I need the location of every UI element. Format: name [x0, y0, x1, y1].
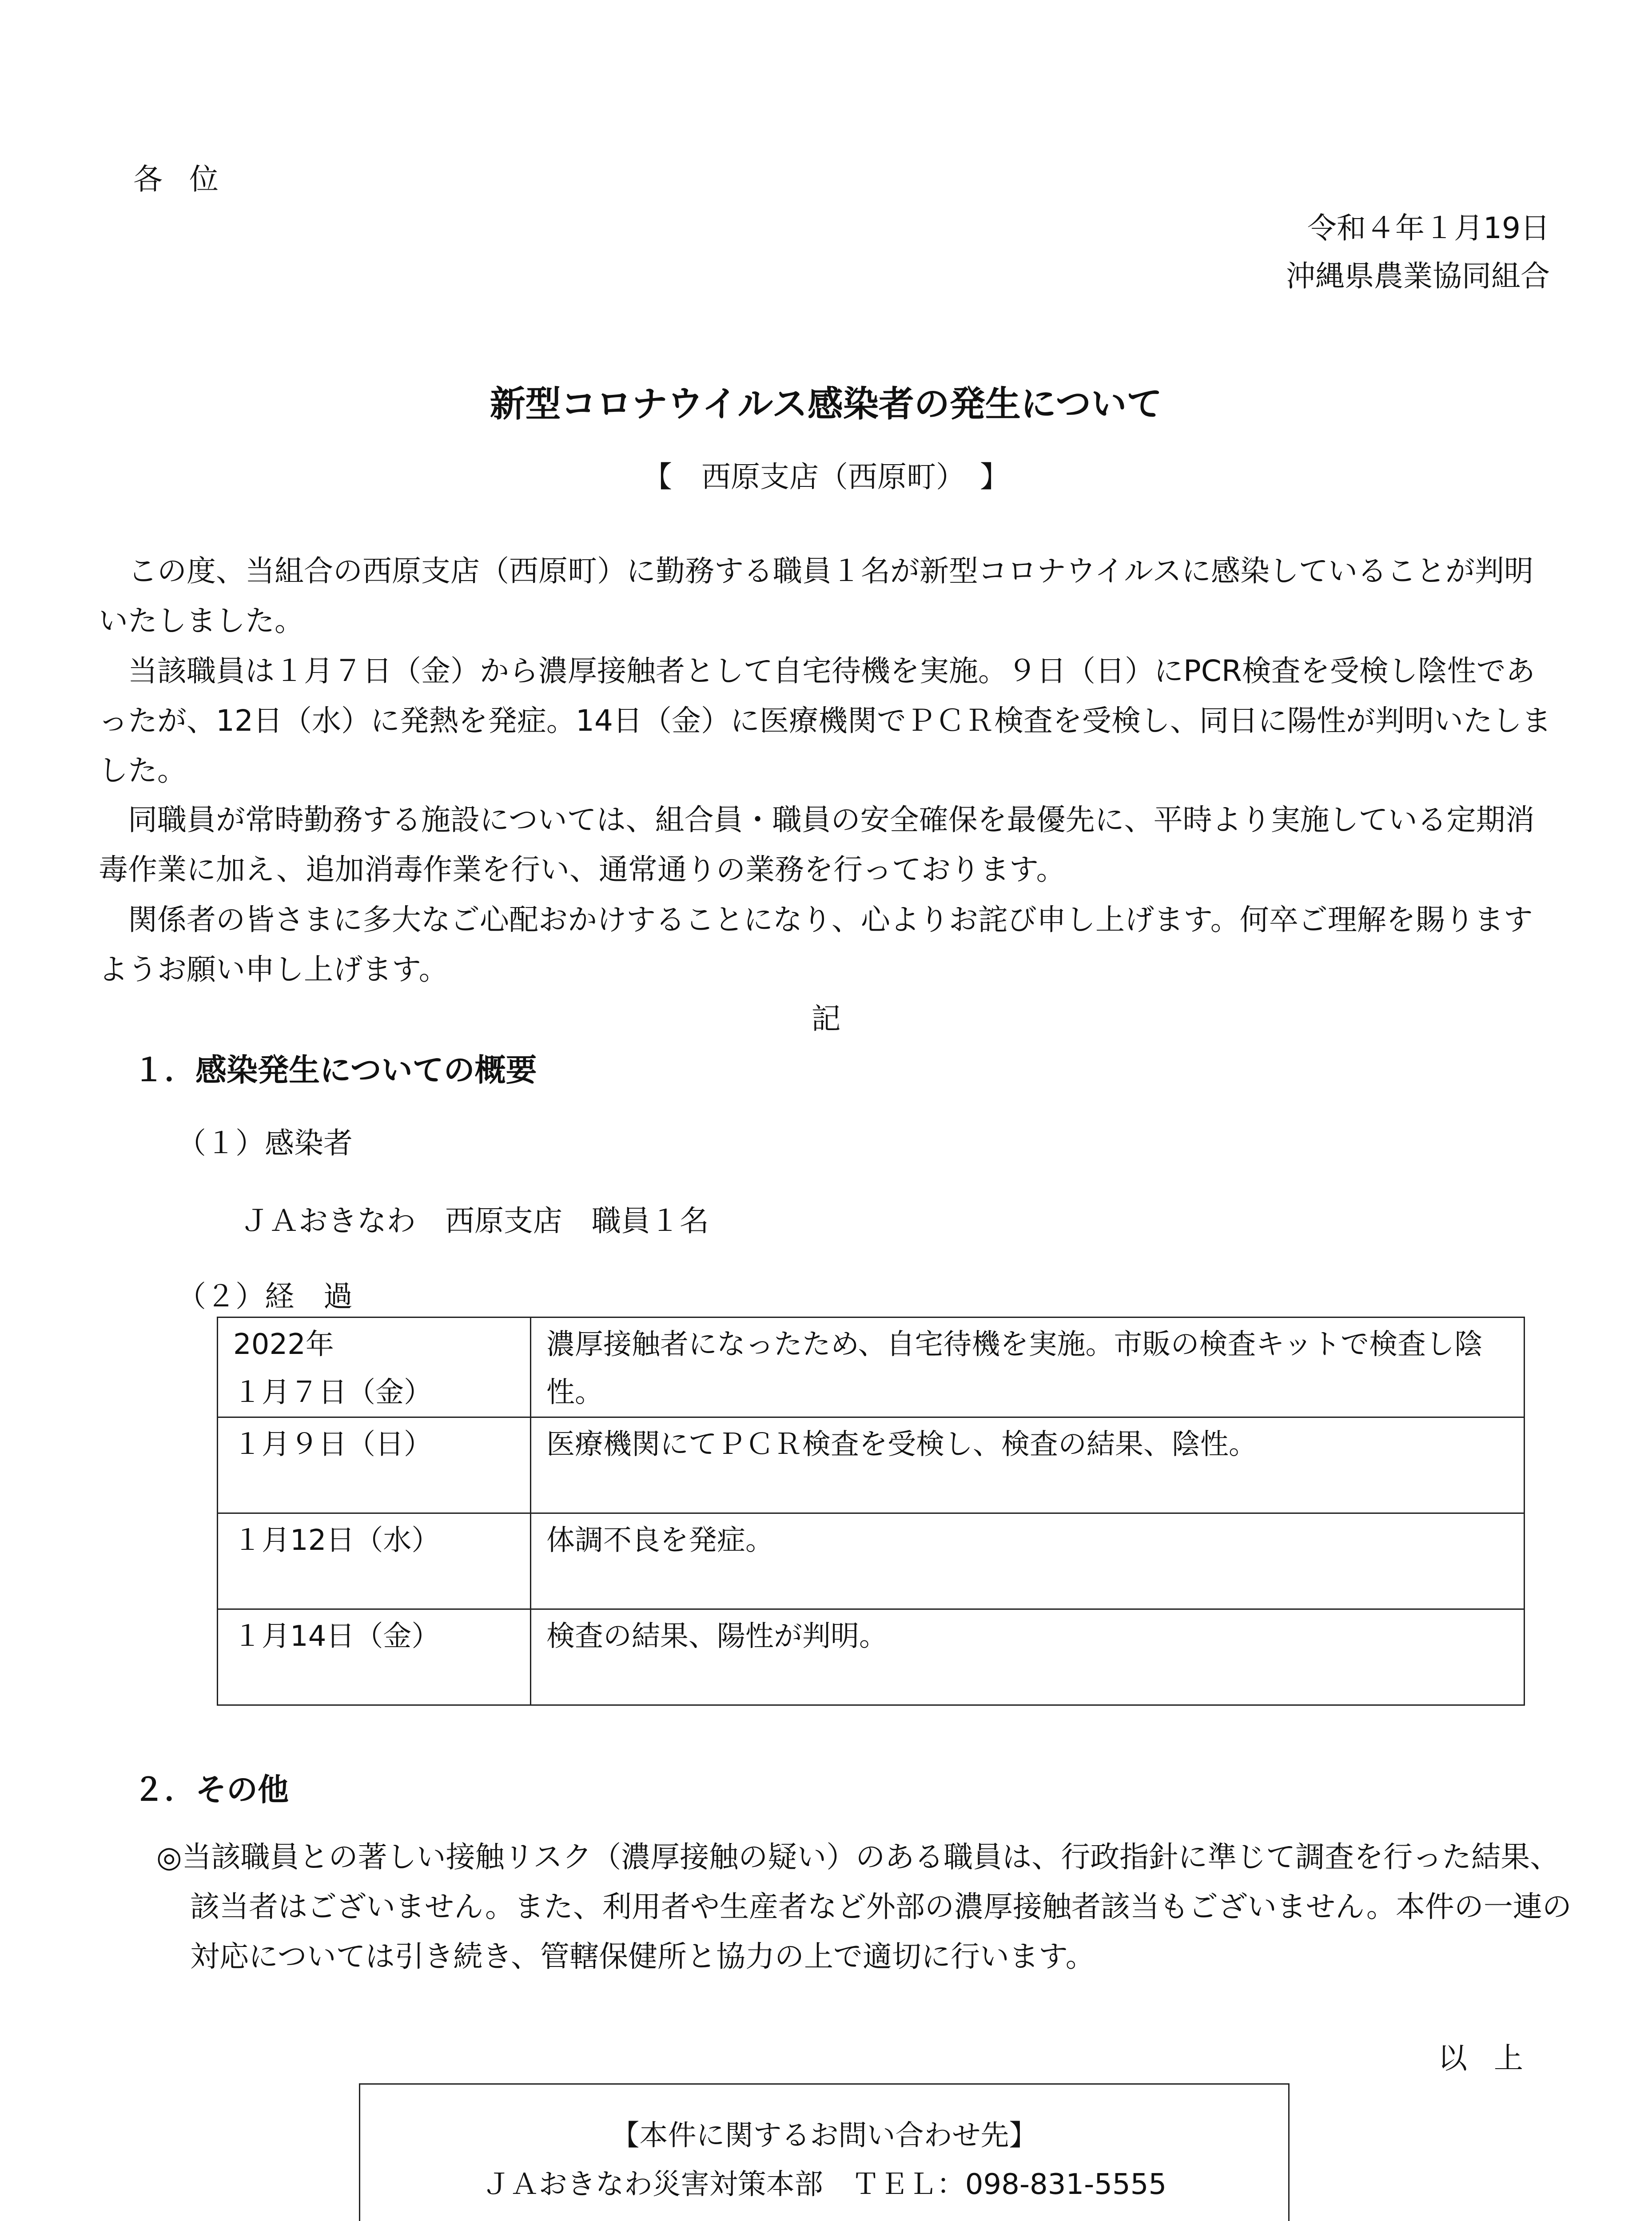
timeline-date-line: 2022年: [233, 1328, 334, 1361]
timeline-table: [217, 1317, 1525, 1706]
organization-name: 沖縄県農業協同組合: [1286, 259, 1550, 293]
timeline-date-line: １月９日（日）: [233, 1428, 432, 1461]
timeline-date-cell: [218, 1609, 531, 1705]
ki-marker: 記: [811, 1002, 841, 1036]
timeline-date-line: １月14日（金）: [233, 1620, 440, 1653]
section1-heading: １．感染発生についての概要: [133, 1052, 537, 1088]
timeline-date-cell: [218, 1317, 531, 1417]
contact-detail: ＪＡおきなわ災害対策本部 ＴＥＬ：098-831-5555: [482, 2168, 1167, 2201]
body-paragraph: この度、当組合の西原支店（西原町）に勤務する職員１名が新型コロナウイルスに感染していることが判明いたしました。: [99, 554, 1534, 638]
section2-heading: ２．その他: [133, 1771, 289, 1808]
timeline-date-line: １月12日（水）: [233, 1524, 440, 1557]
contact-heading: 【本件に関するお問い合わせ先】: [611, 2119, 1038, 2152]
infected-subheading: （１）感染者: [177, 1126, 353, 1160]
timeline-event-cell: 濃厚接触者になったため、自宅待機を実施。市販の検査キットで検査し陰性。: [531, 1317, 1525, 1417]
document-date: 令和４年１月19日: [1307, 211, 1550, 245]
body-paragraph: 同職員が常時勤務する施設については、組合員・職員の安全確保を最優先に、平時より実施している定期消毒作業に加え、追加消毒作業を行い、通常通りの業務を行っております。: [99, 803, 1535, 887]
closing-mark: 以上: [1438, 2041, 1550, 2075]
body-paragraph: 関係者の皆さまに多大なご心配おかけすることになり、心よりお詫び申し上げます。何卒ご理解を賜りますようお願い申し上げます。: [99, 903, 1533, 987]
addressee: 各位: [133, 162, 245, 196]
table-row: [218, 1609, 1525, 1705]
progress-subheading: （２）経 過: [177, 1279, 353, 1313]
contact-box: [359, 2083, 1290, 2221]
document-subtitle: 【 西原支店（西原町） 】: [643, 460, 1009, 494]
timeline-date-cell: [218, 1513, 531, 1609]
timeline-event-cell: 体調不良を発症。: [531, 1513, 1525, 1609]
document-title: 新型コロナウイルス感染者の発生について: [490, 383, 1162, 425]
section2-text: ◎当該職員との著しい接触リスク（濃厚接触の疑い）のある職員は、行政指針に準じて調査を行った結果、該当者はございません。また、利用者や生産者など外部の濃厚接触者該当もございません。本件の一連の対応については引き続き、管轄保健所と協力の上で適切に行います。: [156, 1840, 1572, 1974]
timeline-date-line: １月７日（金）: [233, 1376, 432, 1409]
table-row: [218, 1513, 1525, 1609]
infected-detail: ＪＡおきなわ 西原支店 職員１名: [240, 1204, 709, 1238]
body-paragraph: 当該職員は１月７日（金）から濃厚接触者として自宅待機を実施。９日（日）にPCR検査を受検し陰性であったが、12日（水）に発熱を発症。14日（金）に医療機関でＰＣＲ検査を受検し、同日に陽性が判明いたしました。: [99, 654, 1551, 788]
timeline-event-cell: 検査の結果、陽性が判明。: [531, 1609, 1525, 1705]
timeline-event-cell: 医療機関にてＰＣＲ検査を受検し、検査の結果、陰性。: [531, 1417, 1525, 1513]
table-row: [218, 1317, 1525, 1417]
table-row: [218, 1417, 1525, 1513]
timeline-date-cell: [218, 1417, 531, 1513]
